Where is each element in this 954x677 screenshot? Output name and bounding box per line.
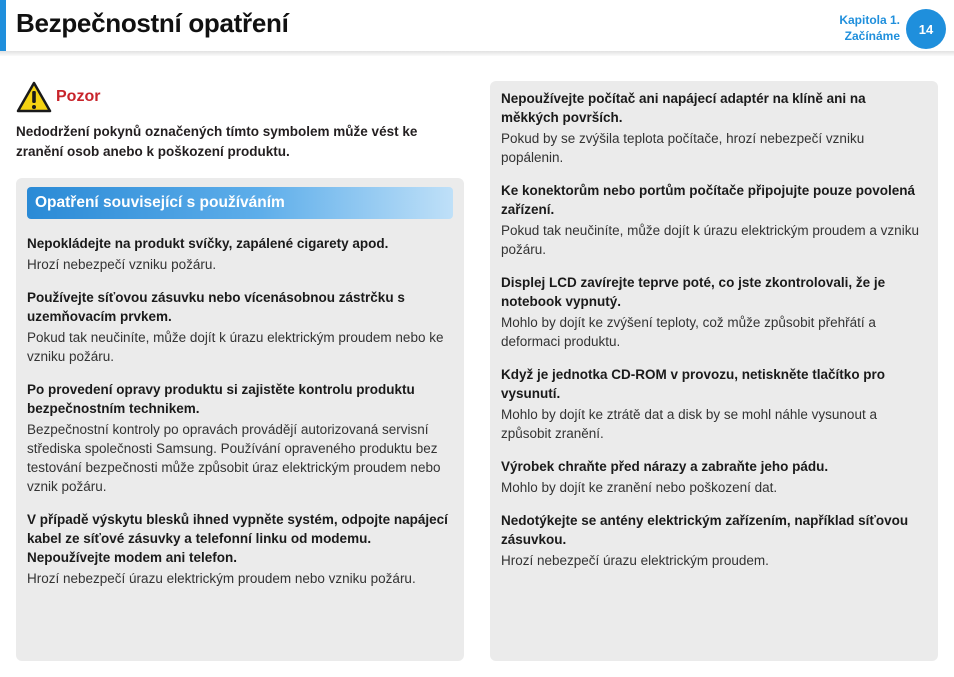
header-accent-bar xyxy=(0,0,6,52)
item-title: Nedotýkejte se antény elektrickým zařízením, například síťovou zásuvkou. xyxy=(501,513,909,547)
item-title: Po provedení opravy produktu si zajistěte kontrolu produktu bezpečnostním technikem. xyxy=(27,382,415,416)
usage-precautions-panel xyxy=(16,178,464,661)
item-text: Pokud tak neučiníte, může dojít k úrazu elektrickým proudem nebo ke vzniku požáru. xyxy=(27,330,444,364)
item-text: Pokud by se zvýšila teplota počítače, hrozí nebezpečí vzniku popálenin. xyxy=(501,131,865,165)
warning-triangle-icon xyxy=(16,81,52,113)
caution-label: Pozor xyxy=(56,88,101,105)
list-item xyxy=(27,288,453,366)
list-item xyxy=(501,181,927,259)
item-title: Výrobek chraňte před nárazy a zabraňte jeho pádu. xyxy=(501,459,829,474)
list-item xyxy=(27,380,453,496)
item-title: Nepokládejte na produkt svíčky, zapálené cigarety apod. xyxy=(27,236,389,251)
chapter-number: Kapitola 1. xyxy=(839,13,900,27)
item-title: V případě výskytu blesků ihned vypněte systém, odpojte napájecí kabel ze síťové zásuvky a telefonní linku od modemu. Nepoužívejte modem ani telefon. xyxy=(27,512,448,565)
list-item xyxy=(501,511,927,570)
list-item xyxy=(501,365,927,443)
item-title: Používejte síťovou zásuvku nebo vícenásobnou zástrčku s uzemňovacím prvkem. xyxy=(27,290,405,324)
page-title: Bezpečnostní opatření xyxy=(16,8,289,38)
list-item xyxy=(501,457,927,497)
header-divider xyxy=(0,51,954,56)
item-text: Mohlo by dojít ke zranění nebo poškození dat. xyxy=(501,480,778,495)
item-title: Nepoužívejte počítač ani napájecí adaptér na klíně ani na měkkých površích. xyxy=(501,91,866,125)
chapter-name: Začínáme xyxy=(844,29,900,43)
item-title: Displej LCD zavírejte teprve poté, co jste zkontrolovali, že je notebook vypnutý. xyxy=(501,275,886,309)
item-title: Ke konektorům nebo portům počítače připojujte pouze povolená zařízení. xyxy=(501,183,916,217)
item-text: Bezpečnostní kontroly po opravách provádějí autorizovaná servisní střediska společnosti Samsung. Používání opraveného produktu bez testování bezpečnosti může způsobit úraz elektrickým proudem nebo vznik požáru. xyxy=(27,422,441,494)
item-title: Když je jednotka CD-ROM v provozu, netiskněte tlačítko pro vysunutí. xyxy=(501,367,886,401)
list-item xyxy=(501,89,927,167)
chapter-label[interactable] xyxy=(839,12,900,44)
item-text: Hrozí nebezpečí vzniku požáru. xyxy=(27,257,217,272)
item-text: Mohlo by dojít ke ztrátě dat a disk by se mohl náhle vysunout a způsobit zranění. xyxy=(501,407,877,441)
caution-block xyxy=(16,80,456,162)
section-title: Opatření související s používáním xyxy=(27,187,453,219)
caution-text: Nedodržení pokynů označených tímto symbolem může vést ke zranění osob anebo k poškození produktu. xyxy=(16,124,418,159)
item-text: Mohlo by dojít ke zvýšení teploty, což může způsobit přehřátí a deformaci produktu. xyxy=(501,315,876,349)
list-item xyxy=(501,273,927,351)
item-text: Pokud tak neučiníte, může dojít k úrazu elektrickým proudem a vzniku požáru. xyxy=(501,223,919,257)
list-item xyxy=(27,234,453,274)
list-item xyxy=(27,510,453,588)
caution-header xyxy=(16,80,456,114)
item-text: Hrozí nebezpečí úrazu elektrickým proudem nebo vzniku požáru. xyxy=(27,571,416,586)
additional-precautions-panel xyxy=(490,81,938,661)
item-text: Hrozí nebezpečí úrazu elektrickým proudem. xyxy=(501,553,769,568)
page-number-badge: 14 xyxy=(906,9,946,49)
